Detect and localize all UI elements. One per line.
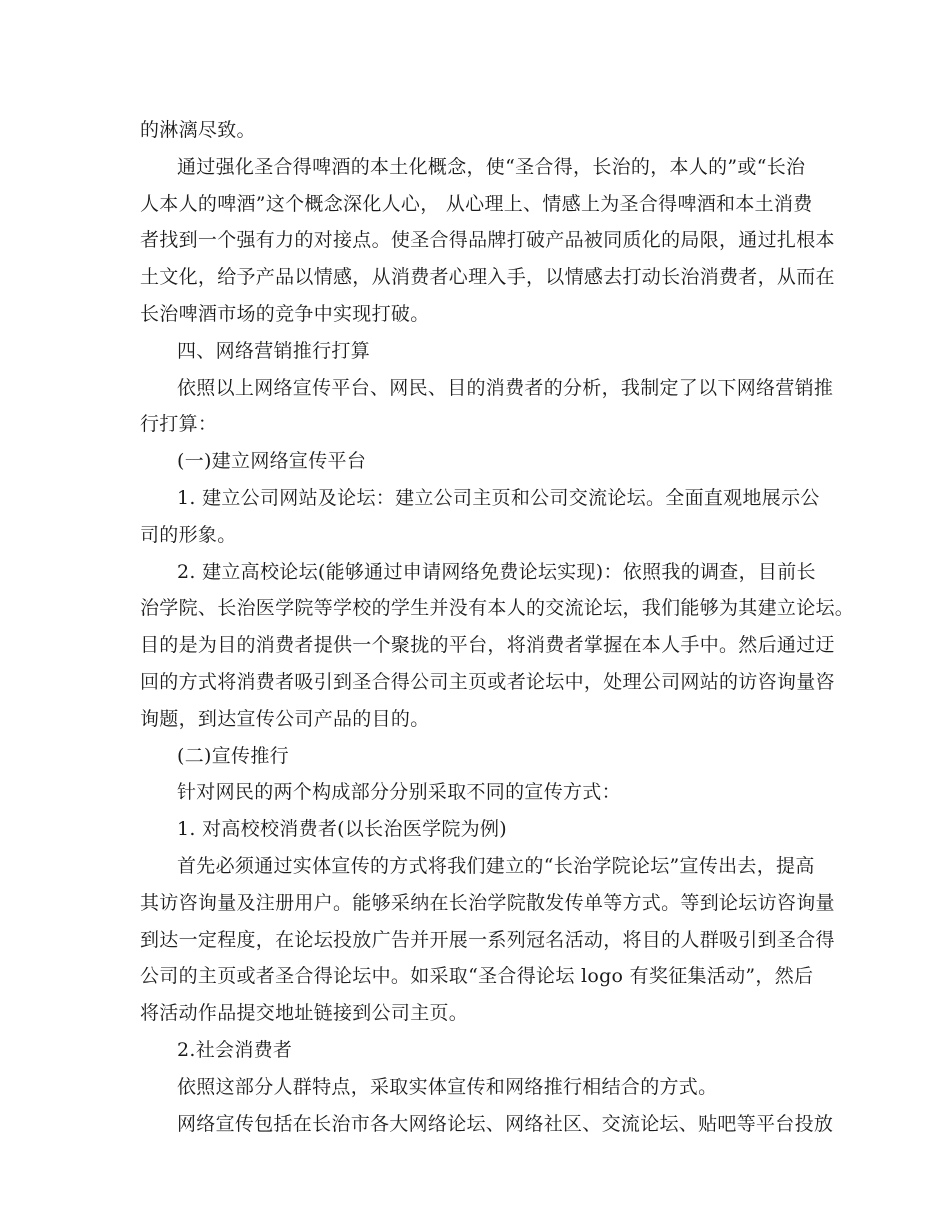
text-line: 治学院、长治医学院等学校的学生并没有本人的交流论坛，我们能够为其建立论坛。 bbox=[140, 597, 855, 620]
text-line: 长治啤酒市场的竞争中实现打破。 bbox=[140, 302, 430, 325]
text-line: 首先必须通过实体宣传的方式将我们建立的“长治学院论坛”宣传出去，提高 bbox=[177, 854, 815, 877]
text-line: 通过强化圣合得啤酒的本土化概念，使“圣合得，长治的，本人的”或“长治 bbox=[177, 155, 806, 178]
text-line: 依照这部分人群特点，采取实体宣传和网络推行相结合的方式。 bbox=[177, 1075, 718, 1098]
text-line: 行打算： bbox=[140, 413, 218, 436]
text-line: 到达一定程度，在论坛投放广告并开展一系列冠名活动，将目的人群吸引到圣合得 bbox=[140, 928, 835, 951]
text-line: 将活动作品提交地址链接到公司主页。 bbox=[140, 1002, 469, 1025]
text-line: 2.社会消费者 bbox=[177, 1038, 293, 1061]
text-line: 其访咨询量及注册用户。能够采纳在长治学院散发传单等方式。等到论坛访咨询量 bbox=[140, 891, 835, 914]
text-line: 目的是为目的消费者提供一个聚拢的平台，将消费者掌握在本人手中。然后通过迂 bbox=[140, 634, 835, 657]
text-line: 1. 建立公司网站及论坛：建立公司主页和公司交流论坛。全面直观地展示公 bbox=[177, 486, 820, 509]
text-line: 土文化，给予产品以情感，从消费者心理入手，以情感去打动长治消费者，从而在 bbox=[140, 266, 835, 289]
document-page bbox=[140, 112, 855, 1142]
text-line: 2. 建立高校论坛(能够通过申请网络免费论坛实现)：依照我的调查，目前长 bbox=[177, 560, 816, 583]
text-line: 回的方式将消费者吸引到圣合得公司主页或者论坛中，处理公司网站的访咨询量咨 bbox=[140, 670, 835, 693]
text-line: 1. 对高校校消费者(以长治医学院为例) bbox=[177, 818, 507, 841]
subsection-heading: (一)建立网络宣传平台 bbox=[177, 450, 367, 473]
text-line: 针对网民的两个构成部分分别采取不同的宣传方式： bbox=[177, 781, 621, 804]
text-line: 人本人的啤酒”这个概念深化人心， 从心理上、情感上为圣合得啤酒和本土消费 bbox=[140, 192, 813, 215]
subsection-heading: (二)宣传推行 bbox=[177, 744, 289, 767]
text-line: 者找到一个强有力的对接点。使圣合得品牌打破产品被同质化的局限，通过扎根本 bbox=[140, 229, 835, 252]
text-line: 司的形象。 bbox=[140, 523, 237, 546]
text-line: 询题，到达宣传公司产品的目的。 bbox=[140, 707, 430, 730]
text-line: 公司的主页或者圣合得论坛中。如采取“圣合得论坛 logo 有奖征集活动”，然后 bbox=[140, 965, 814, 988]
section-heading: 四、网络营销推行打算 bbox=[177, 339, 371, 362]
text-line: 的淋漓尽致。 bbox=[140, 119, 256, 141]
text-line: 网络宣传包括在长治市各大网络论坛、网络社区、交流论坛、贴吧等平台投放 bbox=[177, 1112, 834, 1135]
text-line: 依照以上网络宣传平台、网民、目的消费者的分析，我制定了以下网络营销推 bbox=[177, 376, 834, 399]
